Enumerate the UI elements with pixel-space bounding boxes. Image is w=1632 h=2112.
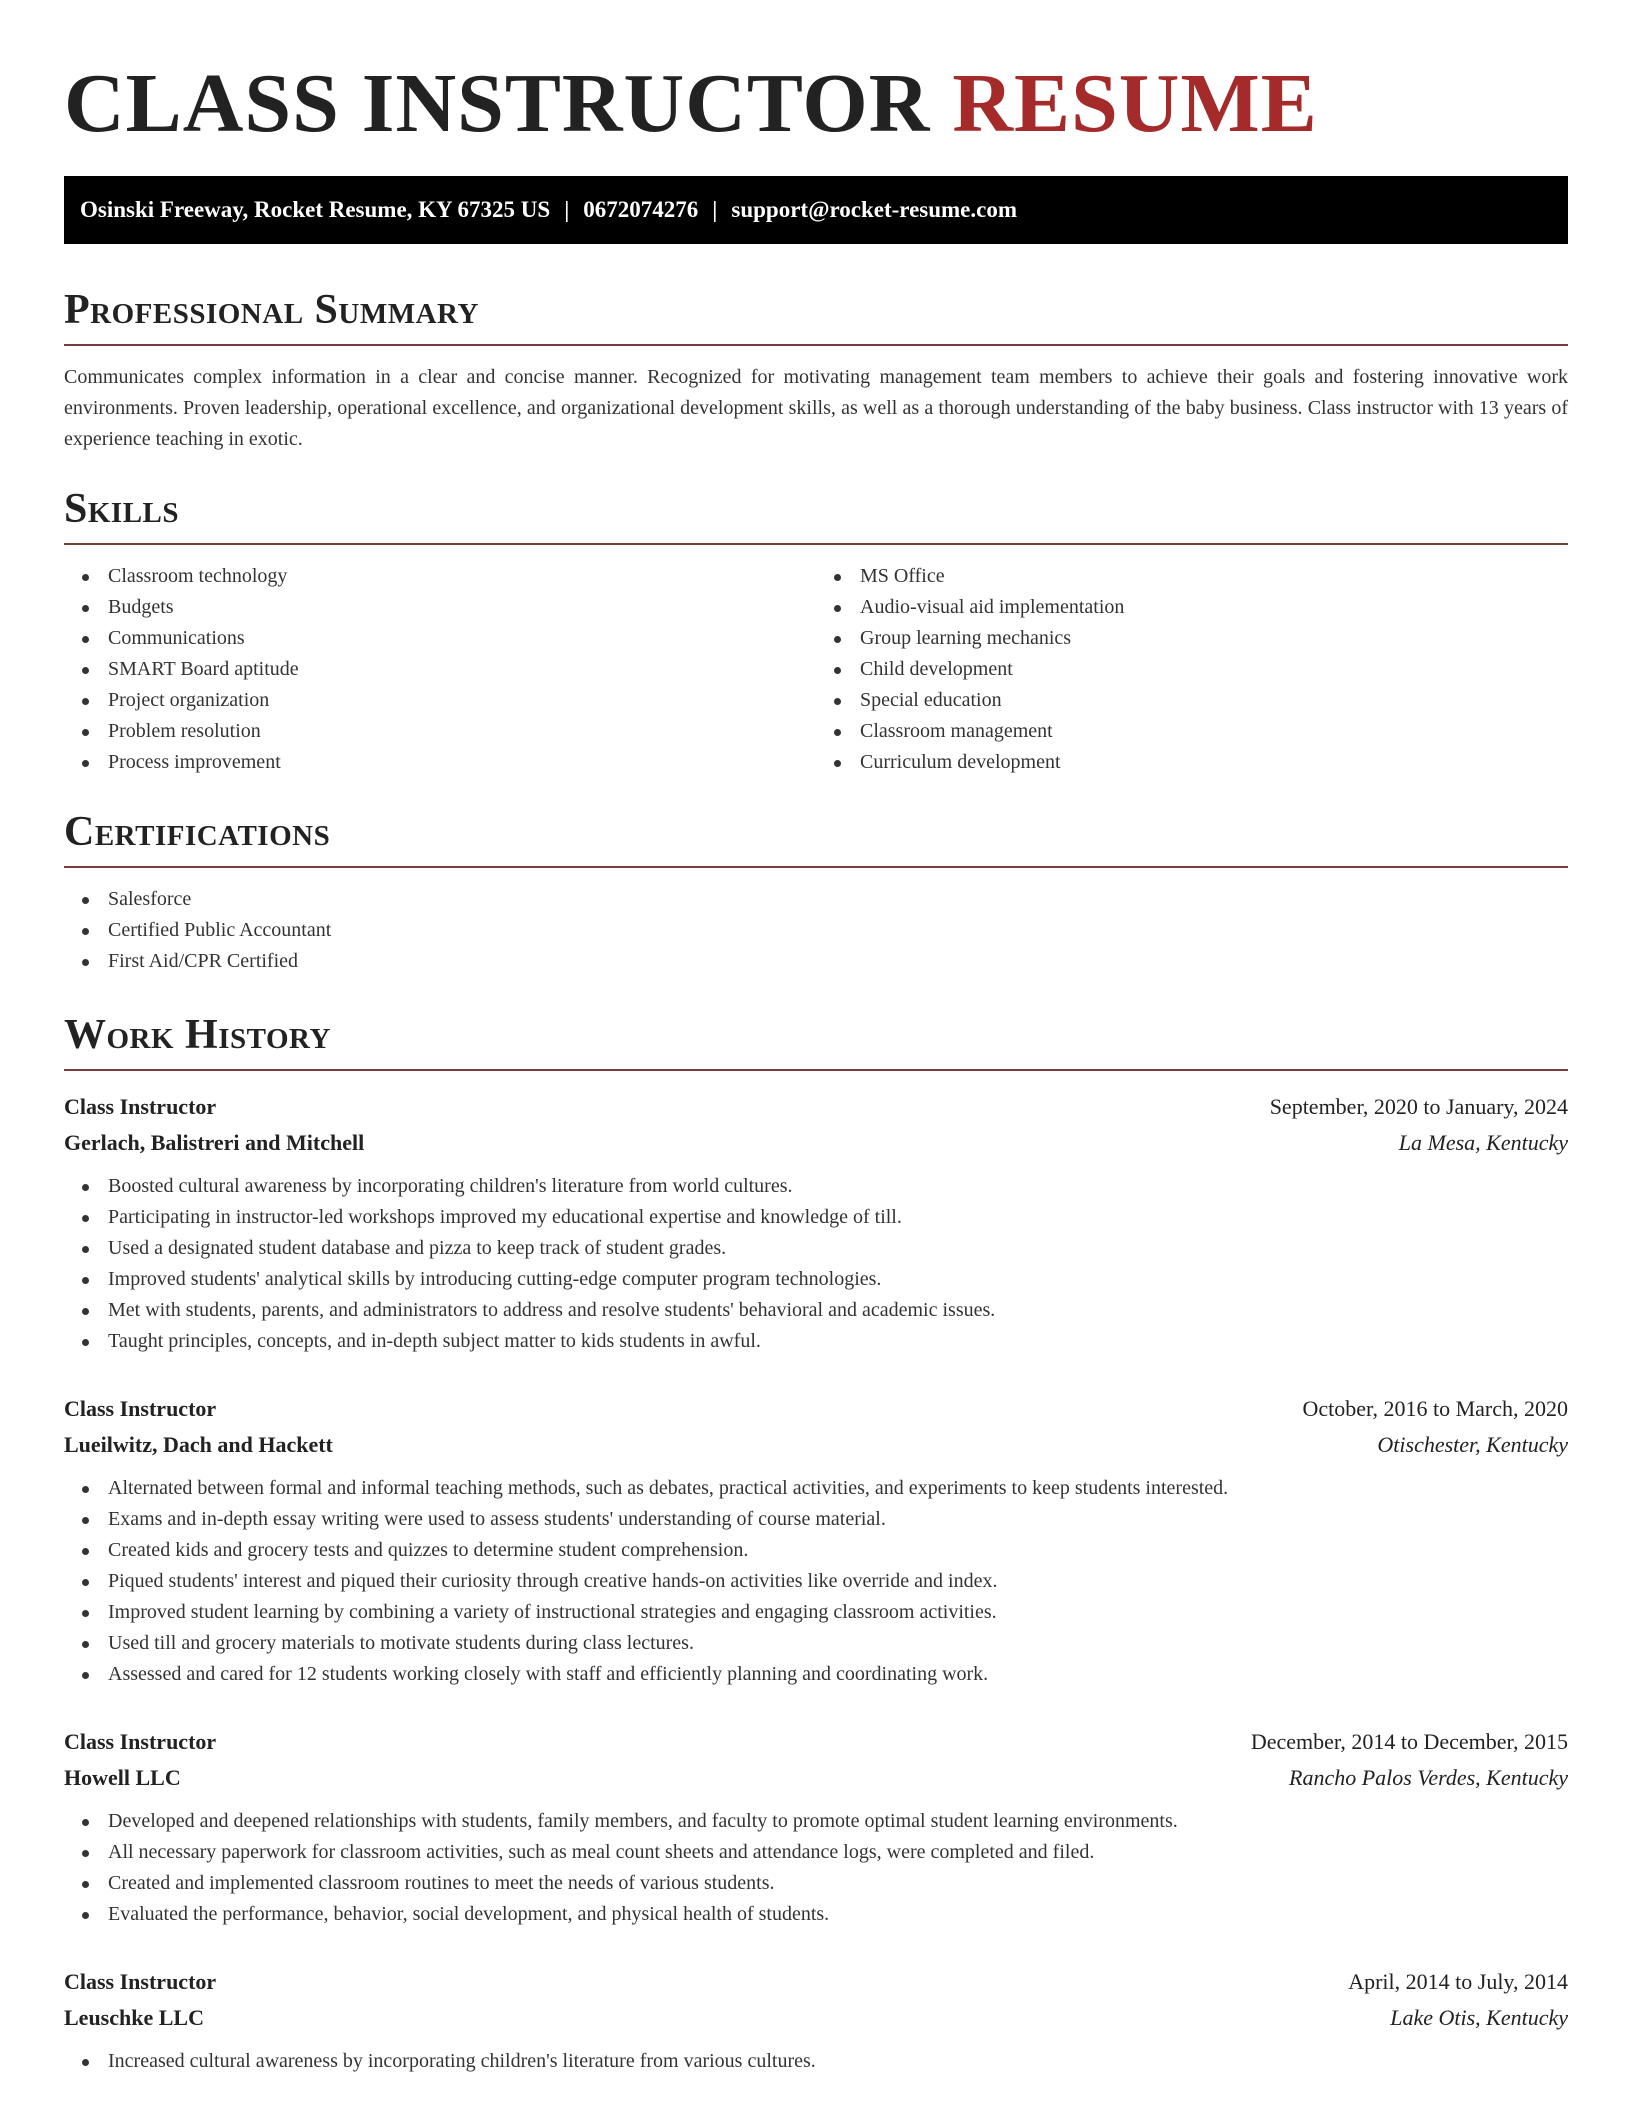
job-bullet: Developed and deepened relationships with students, family members, and faculty to promote optimal student learning environments.: [64, 1806, 1568, 1837]
job-company-row: [64, 1427, 1568, 1463]
job-dates: October, 2016 to March, 2020: [1302, 1396, 1568, 1421]
job-company: Gerlach, Balistreri and Mitchell: [64, 1130, 365, 1155]
skills-list-left: [64, 561, 816, 778]
job-location: Rancho Palos Verdes, Kentucky: [1289, 1765, 1568, 1790]
section-divider: [64, 344, 1568, 346]
jobs-list: [64, 1089, 1568, 2077]
job-entry: [64, 1391, 1568, 1690]
job-bullet: Improved students' analytical skills by introducing cutting-edge computer program technologies.: [64, 1264, 1568, 1295]
job-company-row: [64, 1760, 1568, 1796]
certifications-list: [64, 884, 1568, 977]
skill-item: Child development: [816, 654, 1568, 685]
job-bullet: Met with students, parents, and administrators to address and resolve students' behavioral and academic issues.: [64, 1295, 1568, 1326]
skill-item: Communications: [64, 623, 816, 654]
job-header-row: [64, 1964, 1568, 2000]
job-entry: [64, 1089, 1568, 1357]
job-location: Otischester, Kentucky: [1377, 1432, 1568, 1457]
job-company-row: [64, 2000, 1568, 2036]
skill-item: Curriculum development: [816, 747, 1568, 778]
skills-list-right: [816, 561, 1568, 778]
job-entry: [64, 1724, 1568, 1930]
skill-item: Process improvement: [64, 747, 816, 778]
work-history-section: [64, 1009, 1568, 2077]
job-role: Class Instructor: [64, 1729, 217, 1754]
skill-item: Budgets: [64, 592, 816, 623]
certification-item: Salesforce: [64, 884, 1568, 915]
job-bullet: Participating in instructor-led workshops improved my educational expertise and knowledge of till.: [64, 1202, 1568, 1233]
job-role: Class Instructor: [64, 1094, 217, 1119]
skill-item: MS Office: [816, 561, 1568, 592]
job-role: Class Instructor: [64, 1396, 217, 1421]
skill-item: Group learning mechanics: [816, 623, 1568, 654]
job-bullet: Assessed and cared for 12 students working closely with staff and efficiently planning and coordinating work.: [64, 1659, 1568, 1690]
title-accent: RESUME: [952, 57, 1318, 150]
job-bullet: Improved student learning by combining a variety of instructional strategies and engaging classroom activities.: [64, 1597, 1568, 1628]
job-bullet: Created kids and grocery tests and quizzes to determine student comprehension.: [64, 1535, 1568, 1566]
certification-item: First Aid/CPR Certified: [64, 946, 1568, 977]
job-bullet: Increased cultural awareness by incorporating children's literature from various cultures.: [64, 2046, 1568, 2077]
job-dates: December, 2014 to December, 2015: [1250, 1729, 1568, 1754]
job-bullet: Created and implemented classroom routines to meet the needs of various students.: [64, 1868, 1568, 1899]
contact-email: support@rocket-resume.com: [731, 197, 1018, 222]
resume-title: [64, 52, 1568, 156]
section-title-work-history: Work History: [64, 1012, 331, 1058]
job-role: Class Instructor: [64, 1969, 217, 1994]
job-header-row: [64, 1724, 1568, 1760]
contact-address: Osinski Freeway, Rocket Resume, KY 67325 US: [80, 197, 551, 222]
job-bullet: Evaluated the performance, behavior, social development, and physical health of students.: [64, 1899, 1568, 1930]
job-bullets: [64, 1806, 1568, 1930]
job-bullets: [64, 1171, 1568, 1357]
contact-phone: 0672074276: [583, 197, 699, 222]
job-dates: April, 2014 to July, 2014: [1348, 1969, 1568, 1994]
section-title-summary: Professional Summary: [64, 287, 479, 333]
skill-item: Classroom management: [816, 716, 1568, 747]
title-main: CLASS INSTRUCTOR: [64, 57, 931, 150]
skill-item: Special education: [816, 685, 1568, 716]
job-company: Lueilwitz, Dach and Hackett: [64, 1432, 333, 1457]
skill-item: Project organization: [64, 685, 816, 716]
skills-section: [64, 483, 1568, 778]
job-bullet: Piqued students' interest and piqued their curiosity through creative hands-on activities like override and index.: [64, 1566, 1568, 1597]
skill-item: SMART Board aptitude: [64, 654, 816, 685]
job-bullet: All necessary paperwork for classroom activities, such as meal count sheets and attendance logs, were completed and filed.: [64, 1837, 1568, 1868]
summary-text: Communicates complex information in a clear and concise manner. Recognized for motivating management team members to achieve their goals and fostering innovative work environments. Proven leadership, operational excellence, and organizational development skills, as well as a thorough understanding of the baby business. Class instructor with 13 years of experience teaching in exotic.: [64, 366, 1568, 450]
contact-bar: [64, 176, 1568, 244]
job-header-row: [64, 1089, 1568, 1125]
job-bullets: [64, 2046, 1568, 2077]
contact-separator: |: [564, 197, 570, 222]
job-bullets: [64, 1473, 1568, 1690]
skill-item: Problem resolution: [64, 716, 816, 747]
job-header-row: [64, 1391, 1568, 1427]
job-bullet: Boosted cultural awareness by incorporating children's literature from world cultures.: [64, 1171, 1568, 1202]
job-company: Leuschke LLC: [64, 2005, 204, 2030]
contact-separator: |: [712, 197, 718, 222]
skill-item: Classroom technology: [64, 561, 816, 592]
job-bullet: Alternated between formal and informal teaching methods, such as debates, practical activities, and experiments to keep students interested.: [64, 1473, 1568, 1504]
skill-item: Audio-visual aid implementation: [816, 592, 1568, 623]
job-location: La Mesa, Kentucky: [1398, 1130, 1568, 1155]
job-dates: September, 2020 to January, 2024: [1269, 1094, 1568, 1119]
job-bullet: Exams and in-depth essay writing were used to assess students' understanding of course material.: [64, 1504, 1568, 1535]
section-title-certifications: Certifications: [64, 809, 331, 855]
job-entry: [64, 1964, 1568, 2077]
job-bullet: Used a designated student database and pizza to keep track of student grades.: [64, 1233, 1568, 1264]
section-divider: [64, 866, 1568, 868]
certification-item: Certified Public Accountant: [64, 915, 1568, 946]
certifications-section: [64, 806, 1568, 977]
job-location: Lake Otis, Kentucky: [1390, 2005, 1568, 2030]
section-title-skills: Skills: [64, 486, 180, 532]
summary-section: [64, 284, 1568, 455]
job-company: Howell LLC: [64, 1765, 181, 1790]
section-divider: [64, 1069, 1568, 1071]
job-company-row: [64, 1125, 1568, 1161]
skills-grid: [64, 545, 1568, 778]
job-bullet: Used till and grocery materials to motivate students during class lectures.: [64, 1628, 1568, 1659]
job-bullet: Taught principles, concepts, and in-depth subject matter to kids students in awful.: [64, 1326, 1568, 1357]
